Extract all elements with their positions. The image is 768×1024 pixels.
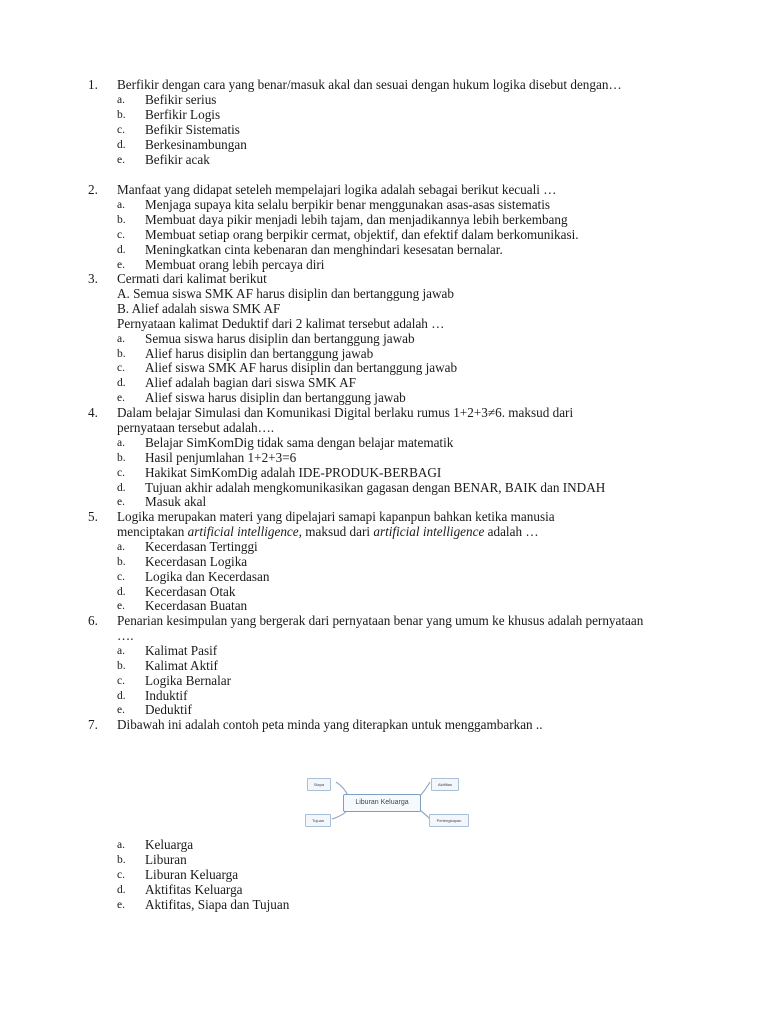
option-item: a. Belajar SimKomDig tidak sama dengan belajar matematik (117, 434, 454, 450)
statement-b: B. Alief adalah siswa SMK AF (117, 300, 281, 316)
option-item: c. Logika dan Kecerdasan (117, 568, 270, 584)
options-list (117, 198, 678, 273)
option-item: d. Kecerdasan Otak (117, 583, 236, 599)
options-list (117, 332, 678, 407)
question-7-options (88, 838, 678, 913)
option-item: b. Liburan (117, 851, 187, 867)
option-item: a. Kalimat Pasif (117, 642, 218, 658)
option-item: a. Kecerdasan Tertinggi (117, 538, 258, 554)
question-text-line-1: Logika merupakan materi yang dipelajari samapi kapanpun bahkan ketika manusia (117, 509, 555, 524)
option-item: c. Membuat setiap orang berpikir cermat, objektif, dan efektif dalam berkomunikasi. (117, 226, 579, 242)
mind-map-figure (300, 772, 472, 830)
question-text: Dalam belajar Simulasi dan Komunikasi Digital berlaku rumus 1+2+3≠6. maksud dari pernyataan tersebut adalah…. (117, 405, 574, 435)
question-number: 6. (88, 613, 98, 628)
question-prompt: Pernyataan kalimat Deduktif dari 2 kalimat tersebut adalah … (117, 315, 445, 331)
question-text-line-2: menciptakan artificial intelligence, maksud dari artificial intelligence adalah … (117, 523, 539, 539)
option-item: d. Alief adalah bagian dari siswa SMK AF (117, 375, 356, 391)
option-item: a. Menjaga supaya kita selalu berpikir benar menggunakan asas-asas sistematis (117, 196, 551, 212)
option-item: b. Kecerdasan Logika (117, 553, 248, 569)
question-number: 7. (88, 717, 98, 732)
question-1 (88, 78, 678, 167)
option-item: c. Logika Bernalar (117, 672, 232, 688)
option-item: e. Kecerdasan Buatan (117, 598, 248, 614)
mind-map-node-tujuan: Tujuan (305, 814, 331, 827)
option-item: b. Kalimat Aktif (117, 657, 218, 673)
option-item: e. Membuat orang lebih percaya diri (117, 256, 325, 272)
option-item: d. Berkesinambungan (117, 136, 247, 152)
option-item: b. Hasil penjumlahan 1+2+3=6 (117, 449, 297, 465)
option-item: d. Aktifitas Keluarga (117, 881, 243, 897)
question-2 (88, 183, 678, 272)
question-6 (88, 614, 678, 718)
option-item: b. Berfikir Logis (117, 106, 221, 122)
option-item: c. Liburan Keluarga (117, 866, 239, 882)
question-4 (88, 406, 678, 510)
question-3 (88, 272, 678, 406)
mind-map-node-aktifitas: Aktifitas (431, 778, 459, 791)
question-number: 5. (88, 509, 98, 524)
question-number: 4. (88, 405, 98, 420)
option-item: c. Alief siswa SMK AF harus disiplin dan bertanggung jawab (117, 360, 458, 376)
question-text: Penarian kesimpulan yang bergerak dari pernyataan benar yang umum ke khusus adalah pernyataan …. (117, 613, 644, 643)
mind-map-node-perlengkapan: Perlengkapan (429, 814, 469, 827)
option-item: c. Befikir Sistematis (117, 121, 240, 137)
question-text: Dibawah ini adalah contoh peta minda yang diterapkan untuk menggambarkan .. (117, 717, 543, 732)
option-item: b. Membuat daya pikir menjadi lebih tajam, dan menjadikannya lebih berkembang (117, 211, 568, 227)
options-list (117, 540, 678, 615)
statement-a: A. Semua siswa SMK AF harus disiplin dan bertanggung jawab (117, 285, 454, 301)
options-list (117, 644, 678, 719)
option-item: e. Befikir acak (117, 151, 210, 167)
mind-map-node-siapa: Siapa (307, 778, 331, 791)
option-item: d. Induktif (117, 687, 188, 703)
mind-map-center-node: Liburan Keluarga (343, 794, 421, 812)
options-list (117, 93, 678, 168)
option-item: d. Tujuan akhir adalah mengkomunikasikan gagasan dengan BENAR, BAIK dan INDAH (117, 479, 606, 495)
option-item: a. Befikir serius (117, 91, 217, 107)
option-item: c. Hakikat SimKomDig adalah IDE-PRODUK-BERBAGI (117, 464, 442, 480)
options-list (117, 838, 678, 913)
options-list (117, 436, 678, 511)
option-item: b. Alief harus disiplin dan bertanggung jawab (117, 345, 374, 361)
question-5 (88, 510, 678, 614)
question-text: Manfaat yang didapat seteleh mempelajari logika adalah sebagai berikut kecuali … (117, 182, 557, 197)
question-text: Cermati dari kalimat berikut (117, 271, 267, 286)
option-item: d. Meningkatkan cinta kebenaran dan menghindari kesesatan bernalar. (117, 241, 503, 257)
question-7 (88, 718, 678, 733)
question-text: Berfikir dengan cara yang benar/masuk akal dan sesuai dengan hukum logika disebut dengan… (117, 77, 622, 92)
option-item: e. Alief siswa harus disiplin dan bertanggung jawab (117, 390, 406, 406)
option-item: e. Masuk akal (117, 494, 207, 510)
question-number: 1. (88, 77, 98, 92)
option-item: a. Semua siswa harus disiplin dan bertanggung jawab (117, 330, 415, 346)
question-number: 3. (88, 271, 98, 286)
question-number: 2. (88, 182, 98, 197)
option-item: a. Keluarga (117, 837, 194, 852)
option-item: e. Aktifitas, Siapa dan Tujuan (117, 896, 290, 912)
option-item: e. Deduktif (117, 702, 192, 718)
